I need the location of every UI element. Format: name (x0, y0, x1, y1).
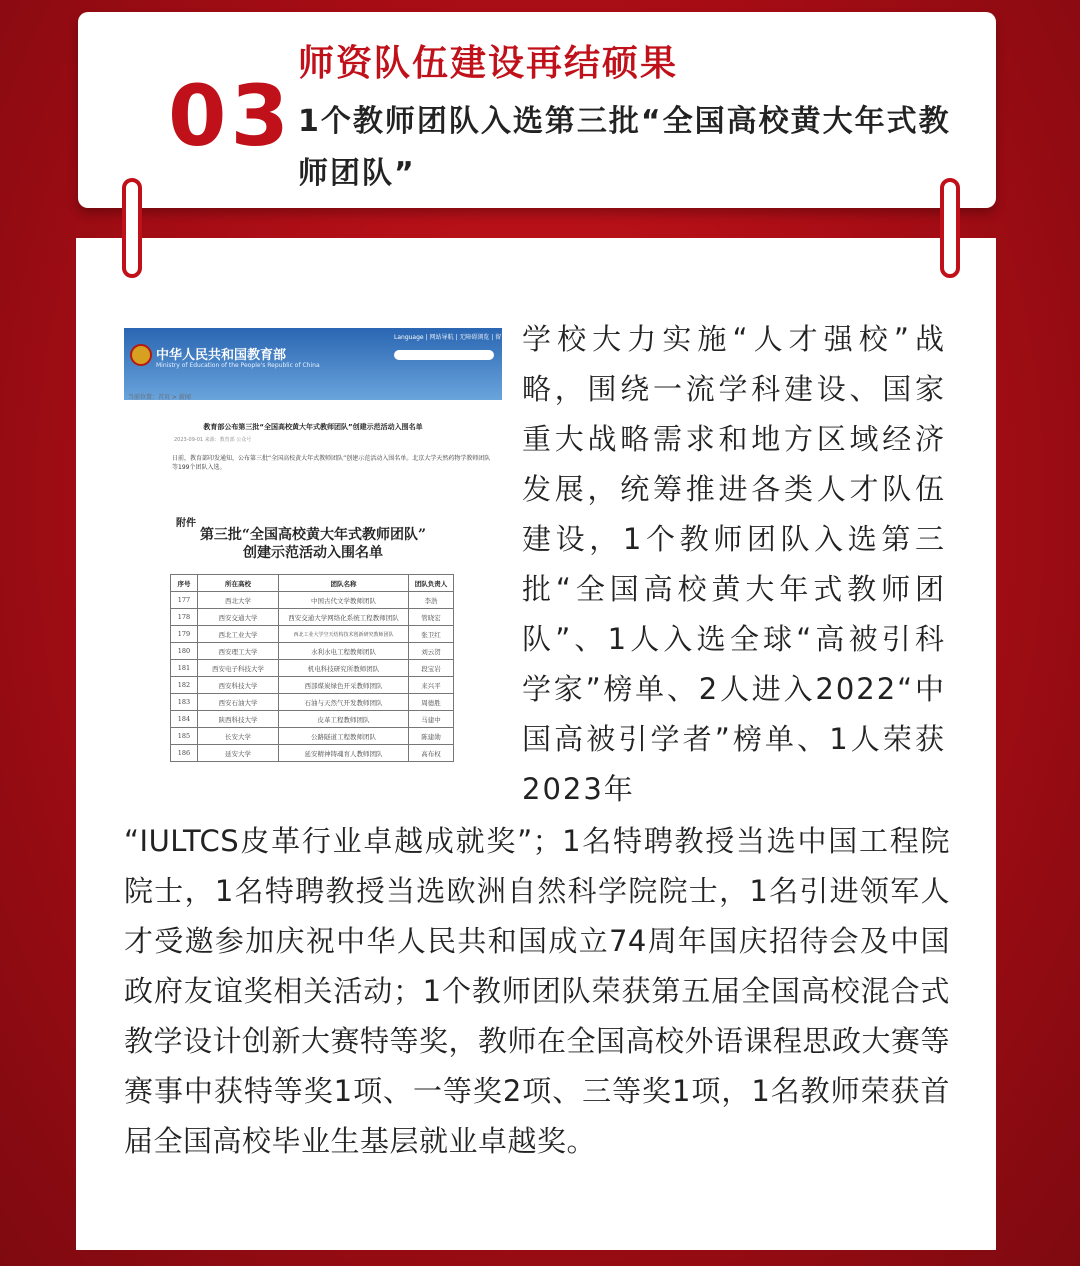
table-cell: 机电科技研究所教师团队 (279, 660, 409, 677)
section-subtitle: 1个教师团队入选第三批“全国高校黄大年式教师团队” (298, 104, 951, 191)
table-cell: 石油与天然气开发教师团队 (279, 694, 409, 711)
table-cell: 李浩 (409, 592, 454, 609)
news-screenshot (124, 328, 525, 788)
table-cell: 西安交通大学网络化系统工程教师团队 (279, 609, 409, 626)
table-row (171, 694, 454, 711)
table-cell: 183 (171, 694, 198, 711)
header-cell: 序号 (171, 575, 198, 592)
table-row (171, 677, 454, 694)
article-body: 日前，教育部印发通知，公布第三批“全国高校黄大年式教师团队”创建示范活动入围名单。北京大学天然药物学教师团队等199个团队入选。 (172, 455, 491, 471)
site-header (124, 328, 525, 400)
list-title (124, 526, 502, 562)
article-title: 教育部公布第三批“全国高校黄大年式教师团队”创建示范活动入围名单 (203, 423, 423, 431)
table-cell: 178 (171, 609, 198, 626)
table-row (171, 626, 454, 643)
table-cell: 180 (171, 643, 198, 660)
attachment-label: 附件 (176, 518, 196, 529)
body-paragraph-full: “IULTCS皮革行业卓越成就奖”；1名特聘教授当选中国工程院院士，1名特聘教授当选欧洲自然科学院院士，1名引进领军人才受邀参加庆祝中华人民共和国成立74周年国庆招待会及中国政府友谊奖相关活动；1个教师团队荣获第五届全国高校混合式教学设计创新大赛特等奖，教师在全国高校外语课程思政大赛等赛事中获特等奖1项、一等奖2项、三等奖1项，1名教师荣获首届全国高校毕业生基层就业卓越奖。 (124, 824, 951, 1158)
table-cell: 来兴平 (409, 677, 454, 694)
header-card (78, 12, 996, 208)
article-meta: 2023-09-01 来源：教育部 公众号 (174, 437, 252, 443)
site-name: 中华人民共和国教育部 (156, 348, 287, 363)
table-cell: 西安电子科技大学 (198, 660, 279, 677)
table-cell: 186 (171, 745, 198, 762)
header-cell: 团队负责人 (409, 575, 454, 592)
header-cell: 所在高校 (198, 575, 279, 592)
table-cell: 长安大学 (198, 728, 279, 745)
table-cell: 陈建勋 (409, 728, 454, 745)
table-cell: 西安理工大学 (198, 643, 279, 660)
header-cell: 团队名称 (279, 575, 409, 592)
content-card (76, 238, 996, 1250)
breadcrumb: 当前位置：首页 > 新闻 (128, 394, 191, 401)
table-cell: 管晓宏 (409, 609, 454, 626)
table-cell: 刘云贺 (409, 643, 454, 660)
table-cell: 延安精神铸魂育人教师团队 (279, 745, 409, 762)
table-row (171, 609, 454, 626)
table-cell: 周德胜 (409, 694, 454, 711)
table-cell: 皮革工程教师团队 (279, 711, 409, 728)
table-row (171, 660, 454, 677)
table-cell: 西北工业大学 (198, 626, 279, 643)
table-cell: 182 (171, 677, 198, 694)
table-cell: 西北大学 (198, 592, 279, 609)
table-cell: 中国古代文学教师团队 (279, 592, 409, 609)
table-cell: 西部煤炭绿色开采教师团队 (279, 677, 409, 694)
table-cell: 184 (171, 711, 198, 728)
site-top-links: Language | 网站导航 | 无障碍浏览 | 留言 | 微博 (394, 334, 525, 341)
site-name-en: Ministry of Education of the People's Republic of China (156, 362, 320, 369)
table-row-highlighted (171, 711, 454, 728)
binder-ring-left (122, 178, 142, 278)
table-cell: 马建中 (409, 711, 454, 728)
table-row (171, 592, 454, 609)
table-cell: 177 (171, 592, 198, 609)
table-cell: 水利水电工程教师团队 (279, 643, 409, 660)
list-title-line-1: 第三批“全国高校黄大年式教师团队” (199, 527, 427, 543)
list-title-line-2: 创建示范活动入围名单 (243, 545, 383, 561)
table-cell: 陕西科技大学 (198, 711, 279, 728)
table-cell: 西安石油大学 (198, 694, 279, 711)
table-cell: 段宝岩 (409, 660, 454, 677)
table-cell: 公路隧道工程教师团队 (279, 728, 409, 745)
table-cell: 西北工业大学空天结构技术创新研究教师团队 (279, 626, 409, 643)
binder-ring-right (940, 178, 960, 278)
table-cell: 高布权 (409, 745, 454, 762)
table-row (171, 745, 454, 762)
table-header-row (171, 575, 454, 592)
table-cell: 179 (171, 626, 198, 643)
table-cell: 181 (171, 660, 198, 677)
table-cell: 西安科技大学 (198, 677, 279, 694)
table-row (171, 643, 454, 660)
table-cell: 185 (171, 728, 198, 745)
team-list-table (170, 574, 454, 762)
national-emblem-icon (130, 344, 152, 366)
table-cell: 张卫红 (409, 626, 454, 643)
section-title: 师资队伍建设再结硕果 (298, 43, 679, 84)
table-cell: 西安交通大学 (198, 609, 279, 626)
section-number: 03 (168, 67, 293, 165)
site-search-box (394, 350, 494, 360)
table-cell: 延安大学 (198, 745, 279, 762)
body-paragraph-wrapped: 学校大力实施“人才强校”战略，围绕一流学科建设、国家重大战略需求和地方区域经济发展，统筹推进各类人才队伍建设，1个教师团队入选第三批“全国高校黄大年式教师团队”、1人入选全球“高被引科学家”榜单、2人进入2022“中国高被引学者”榜单、1人荣获2023年 (522, 322, 946, 806)
table-row (171, 728, 454, 745)
